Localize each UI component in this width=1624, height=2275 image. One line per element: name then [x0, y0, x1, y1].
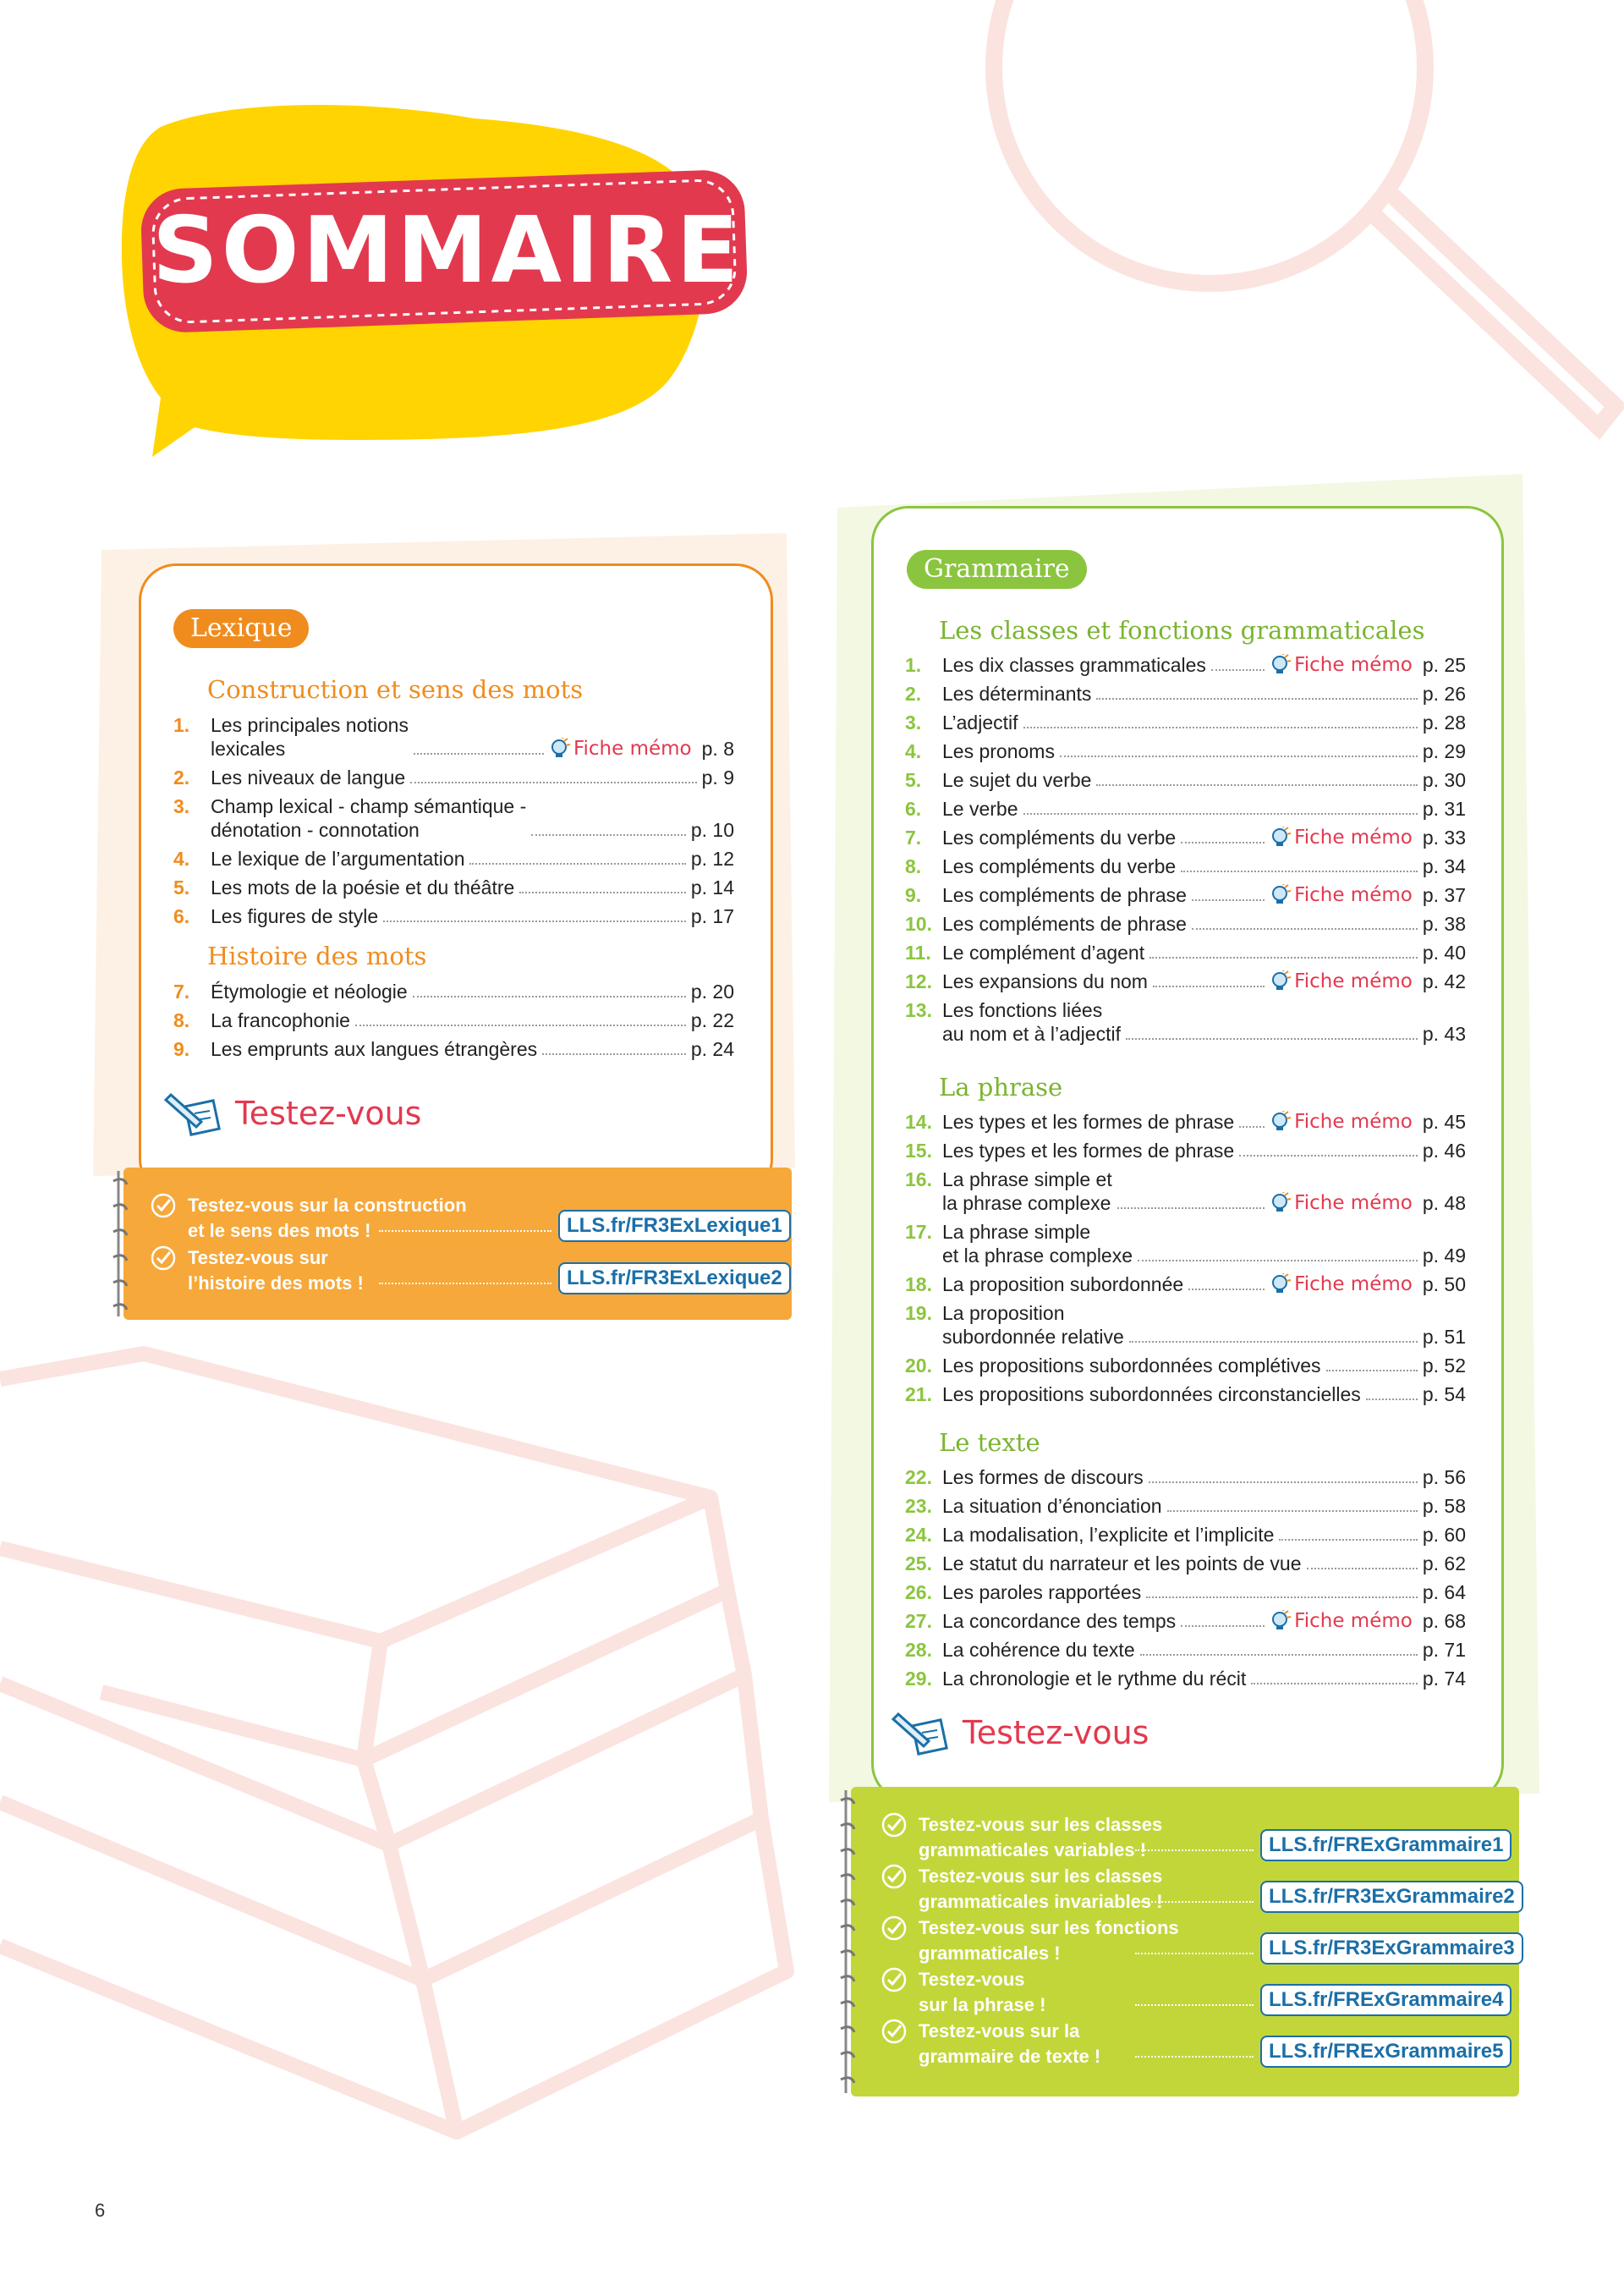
section-title: Les classes et fonctions grammaticales — [939, 616, 1425, 645]
item-page: p. 58 — [1422, 1495, 1466, 1517]
test-link[interactable]: LLS.fr/FR3ExLexique2 — [558, 1262, 791, 1294]
item-page: p. 74 — [1422, 1668, 1466, 1690]
item-page: p. 40 — [1422, 942, 1466, 964]
leader-dots — [1153, 986, 1265, 987]
fiche-memo-badge — [549, 737, 692, 761]
item-page: p. 43 — [1422, 1023, 1466, 1045]
item-page: p. 10 — [690, 819, 734, 841]
section-title: Le texte — [939, 1428, 1040, 1457]
leader-dots — [355, 1025, 686, 1026]
item-page: p. 56 — [1422, 1466, 1466, 1488]
item-number: 11. — [905, 942, 931, 964]
item-title: Les paroles rapportées — [942, 1581, 1142, 1603]
leader-dots — [379, 1230, 551, 1232]
item-page: p. 25 — [1422, 654, 1466, 676]
toc-item — [905, 1110, 1466, 1134]
item-page: p. 29 — [1422, 740, 1466, 762]
item-number: 12. — [905, 970, 932, 992]
item-number: 4. — [173, 848, 190, 870]
item-number: 18. — [905, 1273, 932, 1295]
item-title: Les niveaux de langue — [211, 767, 406, 789]
item-number: 23. — [905, 1495, 932, 1517]
lightbulb-icon — [1270, 1192, 1292, 1214]
item-number: 1. — [905, 654, 922, 676]
leader-dots — [1135, 1849, 1254, 1851]
item-page: p. 50 — [1422, 1273, 1466, 1295]
leader-dots — [469, 863, 685, 865]
toc-item — [905, 797, 1466, 821]
fiche-memo-label: Fiche mémo — [1294, 1111, 1413, 1133]
check-icon — [881, 1915, 907, 1941]
item-page: p. 28 — [1422, 712, 1466, 734]
test-link[interactable]: LLS.fr/FRExGrammaire4 — [1260, 1984, 1512, 2016]
test-row — [881, 1967, 1507, 2018]
spiral-binding-icon — [839, 1790, 864, 2093]
item-title: Les emprunts aux langues étrangères — [211, 1038, 538, 1060]
item-title: Champ lexical - champ sémantique - dénotation - connotation — [211, 795, 527, 841]
grammaire-tests-panel — [851, 1787, 1519, 2096]
toc-item — [173, 794, 734, 842]
item-page: p. 26 — [1422, 683, 1466, 705]
item-number: 17. — [905, 1221, 932, 1243]
toc-item — [905, 1272, 1466, 1296]
item-title: Les compléments de phrase — [942, 884, 1187, 906]
item-number: 21. — [905, 1383, 932, 1405]
fiche-memo-label: Fiche mémo — [573, 738, 692, 760]
fiche-memo-badge — [1270, 653, 1413, 677]
test-label: Testez-vous sur les classes grammaticales invariables ! — [919, 1866, 1163, 1912]
leader-dots — [1211, 669, 1265, 671]
item-number: 16. — [905, 1168, 932, 1190]
item-number: 7. — [173, 981, 190, 1003]
check-icon — [881, 2019, 907, 2044]
item-page: p. 71 — [1422, 1639, 1466, 1661]
item-page: p. 49 — [1422, 1245, 1466, 1267]
lightbulb-icon — [1270, 827, 1292, 849]
lightbulb-icon — [549, 738, 571, 760]
leader-dots — [1307, 1568, 1418, 1569]
test-label: Testez-vous sur la grammaire de texte ! — [919, 2020, 1101, 2067]
leader-dots — [1192, 899, 1265, 901]
item-page: p. 52 — [1422, 1355, 1466, 1377]
toc-item — [905, 1168, 1466, 1215]
toc-item — [905, 1382, 1466, 1406]
item-title: La phrase simple et la phrase complexe — [942, 1221, 1133, 1267]
leader-dots — [1149, 1481, 1418, 1483]
item-number: 13. — [905, 999, 932, 1021]
item-page: p. 48 — [1422, 1192, 1466, 1214]
grammaire-pill: Grammaire — [907, 550, 1087, 589]
item-number: 20. — [905, 1355, 932, 1377]
item-page: p. 14 — [690, 876, 734, 898]
test-row — [881, 2019, 1507, 2069]
leader-dots — [1140, 1654, 1418, 1656]
fiche-memo-badge — [1270, 1110, 1413, 1134]
toc-item — [173, 713, 734, 761]
check-icon — [151, 1193, 176, 1218]
item-page: p. 68 — [1422, 1610, 1466, 1632]
item-title: Le verbe — [942, 798, 1018, 820]
item-title: Les compléments du verbe — [942, 827, 1177, 849]
toc-item — [173, 847, 734, 871]
toc-item — [905, 883, 1466, 907]
item-number: 1. — [173, 714, 190, 736]
lightbulb-icon — [1270, 1610, 1292, 1632]
item-title: Les principales notions lexicales — [211, 714, 409, 760]
item-title: La francophonie — [211, 1009, 350, 1031]
leader-dots — [1181, 1625, 1265, 1627]
lightbulb-icon — [1270, 654, 1292, 676]
leader-dots — [383, 920, 686, 922]
leader-dots — [1023, 813, 1418, 815]
leader-dots — [1135, 2004, 1254, 2006]
item-page: p. 51 — [1422, 1326, 1466, 1348]
item-title: Le statut du narrateur et les points de vue — [942, 1552, 1302, 1574]
item-page: p. 12 — [690, 848, 734, 870]
item-page: p. 31 — [1422, 798, 1466, 820]
toc-item — [905, 1220, 1466, 1267]
check-icon — [881, 1864, 907, 1889]
item-page: p. 37 — [1422, 884, 1466, 906]
item-title: Le lexique de l’argumentation — [211, 848, 465, 870]
test-label: Testez-vous sur les classes grammaticales variables ! — [919, 1814, 1163, 1860]
leader-dots — [1279, 1539, 1417, 1541]
item-number: 22. — [905, 1466, 932, 1488]
item-title: La concordance des temps — [942, 1610, 1177, 1632]
toc-item — [905, 970, 1466, 993]
toc-item — [173, 980, 734, 1003]
grammaire-list-1 — [905, 653, 1466, 1051]
fiche-memo-badge — [1270, 883, 1413, 907]
leader-dots — [1096, 784, 1417, 786]
item-number: 2. — [173, 767, 190, 789]
test-label: Testez-vous sur les fonctions grammaticales ! — [919, 1917, 1179, 1964]
item-title: Les formes de discours — [942, 1466, 1144, 1488]
leader-dots — [531, 834, 686, 836]
magnifier-decoration-icon — [994, 0, 1616, 427]
testez-vous-heading — [162, 1088, 421, 1139]
toc-item — [173, 876, 734, 899]
toc-item — [905, 1301, 1466, 1349]
item-number: 5. — [173, 876, 190, 898]
item-page: p. 42 — [1422, 970, 1466, 992]
item-title: La phrase simple et la phrase complexe — [942, 1168, 1112, 1214]
test-link[interactable]: LLS.fr/FRExGrammaire1 — [1260, 1829, 1512, 1861]
item-number: 19. — [905, 1302, 932, 1324]
item-page: p. 24 — [690, 1038, 734, 1060]
item-title: Les compléments de phrase — [942, 913, 1187, 935]
grammaire-list-3 — [905, 1465, 1466, 1695]
test-row — [881, 1864, 1515, 1915]
fiche-memo-badge — [1270, 1609, 1413, 1633]
test-label: Testez-vous sur la construction et le sens des mots ! — [188, 1195, 467, 1241]
toc-item — [905, 739, 1466, 763]
fiche-memo-label: Fiche mémo — [1294, 1192, 1413, 1214]
item-page: p. 38 — [1422, 913, 1466, 935]
fiche-memo-label: Fiche mémo — [1294, 884, 1413, 906]
toc-item — [905, 768, 1466, 792]
item-number: 6. — [173, 905, 190, 927]
item-number: 14. — [905, 1111, 932, 1133]
item-title: La cohérence du texte — [942, 1639, 1135, 1661]
toc-item — [905, 1465, 1466, 1489]
leader-dots — [414, 753, 544, 755]
item-number: 9. — [173, 1038, 190, 1060]
toc-item — [905, 912, 1466, 936]
leader-dots — [1366, 1399, 1418, 1400]
item-number: 8. — [905, 855, 922, 877]
spiral-binding-icon — [112, 1171, 137, 1316]
item-number: 27. — [905, 1610, 932, 1632]
item-title: La situation d’énonciation — [942, 1495, 1162, 1517]
item-page: p. 62 — [1422, 1552, 1466, 1574]
item-title: Le sujet du verbe — [942, 769, 1092, 791]
toc-item — [905, 711, 1466, 734]
lexique-list-2 — [173, 980, 734, 1066]
leader-dots — [1060, 756, 1418, 757]
leader-dots — [1096, 698, 1417, 700]
item-title: Les figures de style — [211, 905, 379, 927]
toc-item — [905, 653, 1466, 677]
item-title: Les fonctions liées au nom et à l’adjectif — [942, 999, 1121, 1045]
leader-dots — [1239, 1155, 1418, 1157]
fiche-memo-label: Fiche mémo — [1294, 1610, 1413, 1632]
leader-dots — [1326, 1370, 1418, 1371]
toc-item — [905, 854, 1466, 878]
item-number: 3. — [173, 795, 190, 817]
pencil-notepad-icon — [890, 1707, 957, 1758]
item-page: p. 54 — [1422, 1383, 1466, 1405]
section-title: Histoire des mots — [207, 942, 427, 970]
item-number: 15. — [905, 1140, 932, 1162]
testez-vous-label: Testez-vous — [963, 1714, 1149, 1751]
section-title: La phrase — [939, 1073, 1063, 1102]
item-page: p. 30 — [1422, 769, 1466, 791]
item-number: 28. — [905, 1639, 932, 1661]
toc-item — [905, 1580, 1466, 1604]
item-number: 7. — [905, 827, 922, 849]
item-title: Les mots de la poésie et du théâtre — [211, 876, 515, 898]
leader-dots — [1167, 1510, 1418, 1512]
item-number: 29. — [905, 1668, 932, 1690]
fiche-memo-badge — [1270, 826, 1413, 849]
item-number: 6. — [905, 798, 922, 820]
toc-item — [905, 1609, 1466, 1633]
item-number: 4. — [905, 740, 922, 762]
toc-item — [905, 1139, 1466, 1162]
lightbulb-icon — [1270, 884, 1292, 906]
toc-item — [905, 1552, 1466, 1575]
item-page: p. 20 — [690, 981, 734, 1003]
test-link[interactable]: LLS.fr/FR3ExGrammaire3 — [1260, 1932, 1523, 1965]
test-label: Testez-vous sur l’histoire des mots ! — [188, 1247, 364, 1294]
item-page: p. 9 — [701, 767, 734, 789]
fiche-memo-badge — [1270, 1191, 1413, 1215]
item-number: 5. — [905, 769, 922, 791]
leader-dots — [1251, 1683, 1418, 1684]
item-number: 8. — [173, 1009, 190, 1031]
item-title: La modalisation, l’explicite et l’implicite — [942, 1524, 1275, 1546]
check-icon — [881, 1967, 907, 1992]
item-page: p. 60 — [1422, 1524, 1466, 1546]
leader-dots — [1135, 2056, 1254, 2058]
leader-dots — [1129, 1341, 1418, 1343]
item-page: p. 64 — [1422, 1581, 1466, 1603]
leader-dots — [1126, 1038, 1418, 1040]
leader-dots — [1188, 1289, 1265, 1290]
item-page: p. 22 — [690, 1009, 734, 1031]
item-title: La proposition subordonnée — [942, 1273, 1184, 1295]
test-row — [151, 1245, 782, 1296]
item-title: Étymologie et néologie — [211, 981, 408, 1003]
lexique-pill: Lexique — [173, 609, 309, 648]
test-link[interactable]: LLS.fr/FR3ExLexique1 — [558, 1210, 791, 1242]
item-title: L’adjectif — [942, 712, 1018, 734]
leader-dots — [1117, 1207, 1265, 1209]
test-link[interactable]: LLS.fr/FR3ExGrammaire2 — [1260, 1881, 1523, 1913]
item-title: Les propositions subordonnées complétives — [942, 1355, 1321, 1377]
item-page: p. 34 — [1422, 855, 1466, 877]
item-title: Les types et les formes de phrase — [942, 1111, 1235, 1133]
lexique-tests-panel — [123, 1168, 792, 1320]
leader-dots — [1023, 727, 1418, 728]
page-number: 6 — [95, 2200, 106, 2221]
test-row — [881, 1812, 1507, 1863]
testez-vous-label: Testez-vous — [235, 1095, 422, 1132]
toc-item — [905, 826, 1466, 849]
toc-item — [905, 1667, 1466, 1690]
check-icon — [881, 1812, 907, 1838]
item-title: Les types et les formes de phrase — [942, 1140, 1235, 1162]
test-label: Testez-vous sur la phrase ! — [919, 1969, 1046, 2015]
leader-dots — [1239, 1126, 1265, 1128]
page-title: SOMMAIRE — [152, 198, 743, 304]
item-title: Les dix classes grammaticales — [942, 654, 1206, 676]
lightbulb-icon — [1270, 970, 1292, 992]
pencil-notepad-icon — [162, 1088, 230, 1139]
item-number: 2. — [905, 683, 922, 705]
item-title: Les déterminants — [942, 683, 1092, 705]
toc-item — [905, 941, 1466, 964]
item-number: 3. — [905, 712, 922, 734]
item-title: Les pronoms — [942, 740, 1055, 762]
toc-item — [905, 1494, 1466, 1518]
item-title: La proposition subordonnée relative — [942, 1302, 1124, 1348]
lightbulb-icon — [1270, 1273, 1292, 1295]
toc-item — [173, 904, 734, 928]
item-page: p. 45 — [1422, 1111, 1466, 1133]
toc-item — [905, 1523, 1466, 1547]
toc-item — [173, 766, 734, 789]
toc-item — [173, 1037, 734, 1061]
check-icon — [151, 1245, 176, 1271]
leader-dots — [1181, 871, 1418, 872]
fiche-memo-label: Fiche mémo — [1294, 1273, 1413, 1295]
item-title: Les expansions du nom — [942, 970, 1148, 992]
lightbulb-icon — [1270, 1111, 1292, 1133]
fiche-memo-badge — [1270, 970, 1413, 993]
section-title: Construction et sens des mots — [207, 675, 584, 704]
item-number: 26. — [905, 1581, 932, 1603]
lexique-list-1 — [173, 713, 734, 933]
leader-dots — [1135, 1953, 1254, 1954]
fiche-memo-badge — [1270, 1272, 1413, 1296]
test-link[interactable]: LLS.fr/FRExGrammaire5 — [1260, 2036, 1512, 2068]
leader-dots — [379, 1283, 551, 1284]
leader-dots — [1192, 928, 1418, 930]
toc-item — [905, 682, 1466, 706]
books-decoration-icon — [0, 1354, 787, 2132]
leader-dots — [519, 892, 686, 893]
item-title: La chronologie et le rythme du récit — [942, 1668, 1247, 1690]
leader-dots — [1181, 842, 1265, 844]
item-page: p. 46 — [1422, 1140, 1466, 1162]
leader-dots — [1149, 957, 1418, 959]
leader-dots — [410, 782, 696, 783]
leader-dots — [1135, 1901, 1254, 1903]
item-title: Le complément d’agent — [942, 942, 1145, 964]
item-title: Les propositions subordonnées circonstancielles — [942, 1383, 1361, 1405]
item-number: 25. — [905, 1552, 932, 1574]
item-number: 10. — [905, 913, 932, 935]
item-title: Les compléments du verbe — [942, 855, 1177, 877]
leader-dots — [1146, 1596, 1418, 1598]
leader-dots — [413, 996, 686, 997]
test-row — [881, 1915, 1515, 1966]
item-number: 24. — [905, 1524, 932, 1546]
toc-item — [905, 998, 1466, 1046]
test-row — [151, 1193, 782, 1244]
leader-dots — [1138, 1260, 1418, 1261]
item-page: p. 8 — [701, 738, 734, 760]
fiche-memo-label: Fiche mémo — [1294, 654, 1413, 676]
item-page: p. 17 — [690, 905, 734, 927]
leader-dots — [542, 1053, 686, 1055]
toc-item — [905, 1638, 1466, 1662]
toc-item — [905, 1354, 1466, 1377]
item-number: 9. — [905, 884, 922, 906]
fiche-memo-label: Fiche mémo — [1294, 827, 1413, 849]
testez-vous-heading — [890, 1707, 1149, 1758]
item-page: p. 33 — [1422, 827, 1466, 849]
grammaire-list-2 — [905, 1110, 1466, 1411]
fiche-memo-label: Fiche mémo — [1294, 970, 1413, 992]
toc-item — [173, 1008, 734, 1032]
